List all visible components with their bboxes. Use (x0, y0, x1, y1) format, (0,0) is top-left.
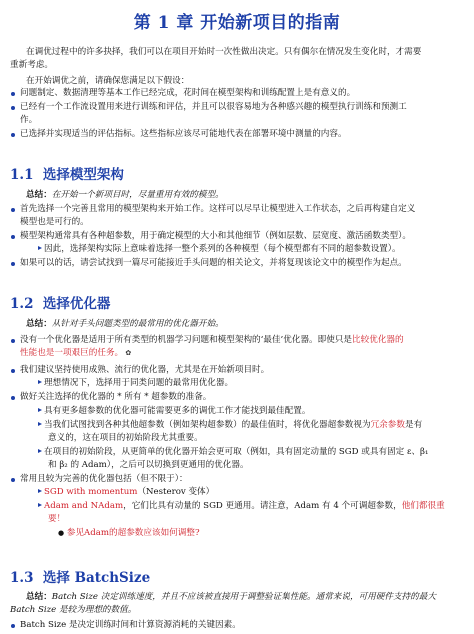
sub-list-item (38, 486, 214, 499)
bullet-icon: ● (58, 529, 65, 537)
bullet-icon (11, 369, 15, 373)
sub-bullet-icon (38, 422, 42, 426)
emphasis-link[interactable]: 比较优化器的 (352, 335, 404, 345)
summary-text: 从针对手头问题类型的最常用的优化器开始。 (51, 319, 224, 329)
sub-list-item-text: 是有 (404, 420, 423, 430)
sub-list-item: 意义的，这在项目的初始阶段尤其重要。 (48, 433, 203, 443)
chapter-title: 第 1 章 开始新项目的指南 (133, 13, 341, 33)
summary (26, 189, 224, 202)
summary (26, 591, 436, 604)
sub-list-item-text: 当我们试图找到各种其他超参数（例如架构超参数）的最佳值时，将优化器超参数视为 (44, 420, 371, 430)
sub-list-item-text: 理想情况下，选择用于同类问题的最常用优化器。 (44, 378, 234, 388)
list-item: 已选择并实现适当的评估指标。这些指标应该尽可能地代表在部署环境中测量的内容。 (20, 129, 347, 139)
intro-paragraph-line: 在开始调优之前，请确保您满足以下假设： (26, 76, 190, 86)
bullet-icon (11, 624, 15, 628)
bullet-icon (11, 92, 15, 96)
sub-list-item (38, 405, 310, 418)
section-number: 1.2 (10, 296, 34, 312)
section-heading (10, 292, 110, 312)
summary-label: 总结： (26, 592, 52, 602)
list-item: 作。 (20, 115, 38, 125)
bullet-icon (11, 339, 15, 343)
section-heading (10, 566, 150, 586)
list-item: Batch Size 是决定训练时间和计算资源消耗的关键因素。 (20, 620, 241, 630)
list-item: 如果可以的话，请尝试找到一篇尽可能接近手头问题的相关论文，并将复现该论文中的模型作为起点。 (20, 258, 407, 268)
section-title: 选择模型架构 (42, 167, 124, 183)
sub-list-item (38, 243, 401, 256)
emphasis-link[interactable]: 性能也是一项艰巨的任务。 (20, 348, 124, 358)
list-item (20, 334, 404, 347)
list-item: 问题制定、数据清理等基本工作已经完成，花时间在模型架构和训练配置上是有意义的。 (20, 88, 356, 98)
bullet-icon (11, 396, 15, 400)
bullet-icon (11, 208, 15, 212)
sub-list-item-text: ，它们比具有动量的 SGD 更通用。请注意，Adam 有 4 个可调超参数， (123, 501, 402, 511)
sub-list-item (38, 377, 233, 390)
sub-sub-list-item (58, 527, 200, 540)
sub-list-item (38, 500, 445, 513)
list-item: 我们建议坚持使用成熟、流行的优化器，尤其是在开始新项目时。 (20, 365, 270, 375)
bullet-icon (11, 478, 15, 482)
list-item: 首先选择一个完善且常用的模型架构来开始工作。这样可以尽早让模型进入工作状态，之后再构建自定义 (20, 204, 416, 214)
list-item (20, 347, 131, 360)
paw-icon: ✿ (123, 349, 132, 357)
sub-bullet-icon (38, 408, 42, 412)
sub-list-item: 和 β₂ 的 Adam），之后可以切换到更通用的优化器。 (48, 460, 249, 470)
summary-text: Batch Size 决定训练速度，并且不应该被直接用于调整验证集性能。通常来说，可用硬件支持的最大 (51, 592, 436, 602)
bullet-icon (11, 133, 15, 137)
sub-list-item (38, 419, 422, 432)
intro-paragraph-line: 重新考虑。 (10, 60, 53, 70)
sub-list-item (48, 513, 65, 526)
summary-label: 总结： (26, 319, 52, 329)
emphasis-link[interactable]: 他们都很重 (401, 501, 445, 511)
list-item-text: 没有一个优化器是适用于所有类型的机器学习问题和模型架构的‘最佳’优化器。即使只是 (20, 335, 353, 345)
link-adam-nadam[interactable]: Adam and NAdam (44, 501, 124, 511)
list-item: 常用且较为完善的优化器包括（但不限于）： (20, 474, 188, 484)
sub-list-item-text: 因此，选择架构实际上意味着选择一整个系列的各种模型（每个模型都有不同的超参数设置）。 (44, 244, 401, 254)
bullet-icon (11, 235, 15, 239)
summary (26, 318, 224, 331)
sub-list-item-text: 具有更多超参数的优化器可能需要更多的调优工作才能找到最佳配置。 (44, 406, 311, 416)
section-title: 选择优化器 (42, 296, 111, 312)
section-number: 1.1 (10, 167, 34, 183)
summary-label: 总结： (26, 190, 52, 200)
sub-bullet-icon (38, 449, 42, 453)
sub-bullet-icon (38, 380, 42, 384)
bullet-icon (11, 262, 15, 266)
section-title: 选择 BatchSize (42, 570, 151, 586)
summary-text: 在开始一个新项目时，尽量重用有效的模型。 (51, 190, 224, 200)
bullet-icon (11, 106, 15, 110)
sub-list-item-text: （Nesterov 变体） (137, 487, 215, 497)
section-number: 1.3 (10, 570, 34, 586)
list-item: 模型也是可行的。 (20, 217, 89, 227)
link-sgd-momentum[interactable]: SGD with momentum (44, 487, 138, 497)
sub-list-item-text: 在项目的初始阶段，从更简单的优化器开始会更可取（例如，具有固定动量的 SGD 或具有固定 ε、β₁ (44, 447, 429, 457)
sub-bullet-icon (38, 503, 42, 507)
summary-text: Batch Size 是较为理想的数值。 (10, 605, 137, 615)
emphasis-link[interactable]: 要！ (48, 514, 66, 524)
list-item: 已经有一个工作流设置用来进行训练和评估，并且可以很容易地为各种感兴趣的模型执行训练和预测工 (20, 102, 407, 112)
sub-bullet-icon (38, 489, 42, 493)
intro-paragraph-line: 在调优过程中的许多抉择，我们可以在项目开始时一次性做出决定。只有偶尔在情况发生变化时，才需要 (26, 47, 422, 57)
sub-list-item (38, 446, 428, 459)
emphasis-link[interactable]: 冗余参数 (370, 420, 405, 430)
list-item: 模型架构通常具有各种超参数，用于确定模型的大小和其他细节（例如层数、层宽度、激活函数类型）。 (20, 231, 412, 241)
section-heading (10, 163, 124, 183)
link-adam-hyperparams[interactable]: 参见Adam的超参数应该如何调整? (66, 528, 200, 538)
sub-bullet-icon (38, 246, 42, 250)
list-item: 做好关注选择的优化器的 * 所有 * 超参数的准备。 (20, 392, 212, 402)
